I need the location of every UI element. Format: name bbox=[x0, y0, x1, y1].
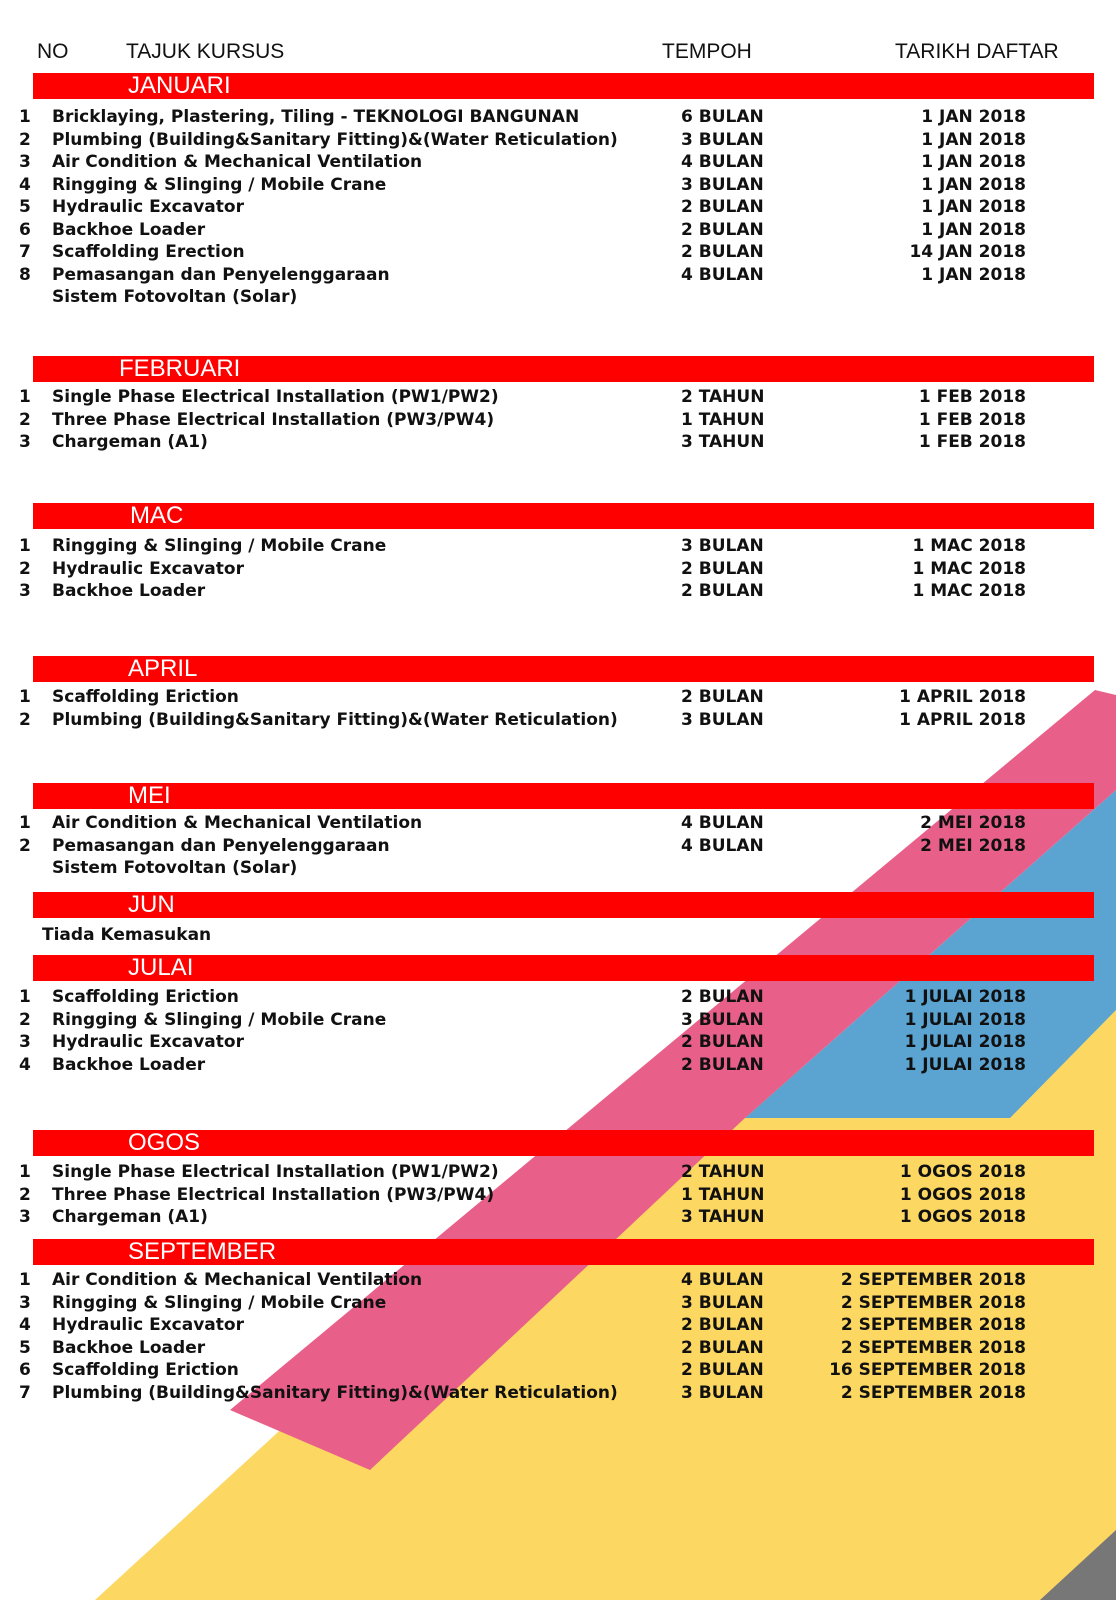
month-bar-ogos bbox=[33, 1130, 1094, 1156]
month-bar-julai bbox=[33, 955, 1094, 981]
month-label: SEPTEMBER bbox=[128, 1238, 277, 1265]
course-title: Hydraulic Excavator bbox=[52, 1315, 244, 1335]
course-title: Air Condition & Mechanical Ventilation bbox=[52, 1270, 423, 1290]
course-row bbox=[0, 1161, 1116, 1184]
course-number: 3 bbox=[19, 1292, 31, 1313]
course-title: Hydraulic Excavator bbox=[52, 1032, 244, 1052]
month-label: MAC bbox=[130, 502, 184, 529]
registration-date: 2 SEPTEMBER 2018 bbox=[840, 1315, 1026, 1335]
registration-date: 1 FEB 2018 bbox=[918, 387, 1026, 407]
registration-date: 1 JAN 2018 bbox=[921, 152, 1026, 172]
course-title: Ringging & Slinging / Mobile Crane bbox=[52, 1009, 387, 1030]
course-title: Air Condition & Mechanical Ventilation bbox=[52, 813, 423, 833]
course-duration: 1 TAHUN bbox=[681, 409, 765, 430]
course-number: 6 bbox=[19, 1360, 31, 1380]
registration-date: 1 JULAI 2018 bbox=[904, 987, 1026, 1007]
course-number: 1 bbox=[19, 107, 31, 127]
course-title: Backhoe Loader bbox=[52, 581, 206, 601]
month-bar-september bbox=[33, 1239, 1094, 1265]
course-row bbox=[0, 857, 1116, 880]
registration-date: 1 FEB 2018 bbox=[918, 409, 1026, 430]
course-number: 3 bbox=[19, 1207, 31, 1227]
course-row bbox=[0, 1054, 1116, 1077]
month-bar-februari bbox=[33, 356, 1094, 382]
registration-date: 1 OGOS 2018 bbox=[899, 1162, 1026, 1182]
registration-date: 2 MEI 2018 bbox=[920, 835, 1026, 856]
course-duration: 3 TAHUN bbox=[681, 432, 765, 452]
course-duration: 4 BULAN bbox=[681, 152, 764, 172]
course-duration: 3 BULAN bbox=[681, 536, 764, 556]
course-duration: 3 BULAN bbox=[681, 129, 764, 150]
course-number: 2 bbox=[19, 558, 31, 579]
course-row bbox=[0, 264, 1116, 287]
registration-date: 1 MAC 2018 bbox=[912, 536, 1026, 556]
course-title: Scaffolding Eriction bbox=[52, 687, 239, 707]
month-label: APRIL bbox=[128, 655, 198, 682]
course-title: Sistem Fotovoltan (Solar) bbox=[52, 287, 298, 307]
course-row bbox=[0, 1269, 1116, 1292]
course-duration: 3 BULAN bbox=[681, 174, 764, 195]
column-header-registration-date: TARIKH DAFTAR bbox=[895, 40, 1059, 63]
course-row bbox=[0, 431, 1116, 454]
course-duration: 2 BULAN bbox=[681, 219, 764, 240]
month-bar-mac bbox=[33, 503, 1094, 529]
course-number: 3 bbox=[19, 1032, 31, 1052]
course-number: 3 bbox=[19, 432, 31, 452]
course-duration: 2 TAHUN bbox=[681, 1162, 765, 1182]
month-label: JANUARI bbox=[128, 72, 231, 99]
registration-date: 1 APRIL 2018 bbox=[899, 687, 1026, 707]
course-number: 2 bbox=[19, 1009, 31, 1030]
course-title: Ringging & Slinging / Mobile Crane bbox=[52, 1292, 387, 1313]
course-title: Pemasangan dan Penyelenggaraan bbox=[52, 835, 390, 856]
course-row bbox=[0, 106, 1116, 129]
course-row bbox=[0, 174, 1116, 197]
course-duration: 2 TAHUN bbox=[681, 387, 765, 407]
registration-date: 1 OGOS 2018 bbox=[899, 1207, 1026, 1227]
course-title: Hydraulic Excavator bbox=[52, 197, 244, 217]
course-number: 5 bbox=[19, 197, 31, 217]
month-bar-april bbox=[33, 656, 1094, 682]
course-row bbox=[0, 558, 1116, 581]
course-title: Plumbing (Building&Sanitary Fitting)&(Water Reticulation) bbox=[52, 1382, 618, 1403]
registration-date: 1 JAN 2018 bbox=[921, 219, 1026, 240]
course-number: 2 bbox=[19, 409, 31, 430]
month-bar-januari bbox=[33, 73, 1094, 99]
course-row bbox=[0, 129, 1116, 152]
course-number: 1 bbox=[19, 387, 31, 407]
course-title: Ringging & Slinging / Mobile Crane bbox=[52, 174, 387, 195]
course-duration: 4 BULAN bbox=[681, 1270, 764, 1290]
course-number: 7 bbox=[19, 1382, 31, 1403]
course-duration: 6 BULAN bbox=[681, 107, 764, 127]
course-row bbox=[0, 535, 1116, 558]
course-duration: 1 TAHUN bbox=[681, 1184, 765, 1205]
course-title: Pemasangan dan Penyelenggaraan bbox=[52, 264, 390, 285]
course-title: Bricklaying, Plastering, Tiling - TEKNOLOGI BANGUNAN bbox=[52, 107, 580, 127]
course-number: 3 bbox=[19, 152, 31, 172]
course-duration: 3 BULAN bbox=[681, 1292, 764, 1313]
registration-date: 1 JULAI 2018 bbox=[904, 1009, 1026, 1030]
course-row bbox=[0, 1031, 1116, 1054]
course-title: Three Phase Electrical Installation (PW3/PW4) bbox=[52, 409, 495, 430]
course-row bbox=[0, 1337, 1116, 1360]
course-duration: 4 BULAN bbox=[681, 813, 764, 833]
course-number: 2 bbox=[19, 1184, 31, 1205]
course-row bbox=[0, 986, 1116, 1009]
course-number: 1 bbox=[19, 687, 31, 707]
registration-date: 2 SEPTEMBER 2018 bbox=[840, 1292, 1026, 1313]
column-header-course-title: TAJUK KURSUS bbox=[126, 40, 285, 63]
course-duration: 2 BULAN bbox=[681, 687, 764, 707]
course-duration: 2 BULAN bbox=[681, 581, 764, 601]
month-bar-mei bbox=[33, 783, 1094, 809]
registration-date: 16 SEPTEMBER 2018 bbox=[829, 1360, 1026, 1380]
course-number: 2 bbox=[19, 835, 31, 856]
course-number: 2 bbox=[19, 709, 31, 730]
course-title: Single Phase Electrical Installation (PW1/PW2) bbox=[52, 387, 499, 407]
course-number: 1 bbox=[19, 813, 31, 833]
course-title: Backhoe Loader bbox=[52, 1054, 206, 1075]
no-intake-note: Tiada Kemasukan bbox=[42, 925, 212, 945]
course-row bbox=[0, 219, 1116, 242]
registration-date: 1 OGOS 2018 bbox=[899, 1184, 1026, 1205]
course-duration: 2 BULAN bbox=[681, 558, 764, 579]
course-number: 4 bbox=[19, 1054, 31, 1075]
course-duration: 2 BULAN bbox=[681, 987, 764, 1007]
column-header-no: NO bbox=[37, 40, 69, 63]
course-duration: 2 BULAN bbox=[681, 1315, 764, 1335]
course-row bbox=[0, 1359, 1116, 1382]
course-number: 1 bbox=[19, 1162, 31, 1182]
registration-date: 2 SEPTEMBER 2018 bbox=[840, 1337, 1026, 1358]
course-row bbox=[0, 241, 1116, 264]
course-title: Hydraulic Excavator bbox=[52, 558, 244, 579]
course-number: 1 bbox=[19, 987, 31, 1007]
registration-date: 1 APRIL 2018 bbox=[899, 709, 1026, 730]
course-row bbox=[0, 1009, 1116, 1032]
course-row bbox=[0, 1206, 1116, 1229]
course-row bbox=[0, 386, 1116, 409]
month-bar-jun bbox=[33, 892, 1094, 918]
course-number: 5 bbox=[19, 1337, 31, 1358]
course-title: Air Condition & Mechanical Ventilation bbox=[52, 152, 423, 172]
course-number: 3 bbox=[19, 581, 31, 601]
course-number: 8 bbox=[19, 264, 31, 285]
course-row bbox=[0, 196, 1116, 219]
course-duration: 2 BULAN bbox=[681, 1032, 764, 1052]
course-duration: 3 BULAN bbox=[681, 709, 764, 730]
registration-date: 1 JAN 2018 bbox=[921, 197, 1026, 217]
course-number: 7 bbox=[19, 242, 31, 262]
course-title: Single Phase Electrical Installation (PW1/PW2) bbox=[52, 1162, 499, 1182]
course-title: Three Phase Electrical Installation (PW3/PW4) bbox=[52, 1184, 495, 1205]
registration-date: 1 JAN 2018 bbox=[921, 107, 1026, 127]
course-duration: 2 BULAN bbox=[681, 1337, 764, 1358]
course-row bbox=[0, 1184, 1116, 1207]
course-number: 6 bbox=[19, 219, 31, 240]
registration-date: 2 MEI 2018 bbox=[920, 813, 1026, 833]
course-duration: 4 BULAN bbox=[681, 835, 764, 856]
course-title: Scaffolding Erection bbox=[52, 242, 245, 262]
course-title: Scaffolding Eriction bbox=[52, 987, 239, 1007]
course-title: Chargeman (A1) bbox=[52, 432, 208, 452]
course-row bbox=[0, 812, 1116, 835]
course-number: 1 bbox=[19, 1270, 31, 1290]
course-duration: 3 BULAN bbox=[681, 1382, 764, 1403]
registration-date: 1 JAN 2018 bbox=[921, 264, 1026, 285]
month-label: OGOS bbox=[128, 1129, 201, 1156]
course-duration: 2 BULAN bbox=[681, 197, 764, 217]
month-label: JUN bbox=[128, 891, 175, 918]
course-duration: 4 BULAN bbox=[681, 264, 764, 285]
registration-date: 1 MAC 2018 bbox=[912, 558, 1026, 579]
course-row bbox=[0, 1382, 1116, 1405]
course-title: Plumbing (Building&Sanitary Fitting)&(Water Reticulation) bbox=[52, 129, 618, 150]
registration-date: 1 JULAI 2018 bbox=[904, 1054, 1026, 1075]
course-number: 1 bbox=[19, 536, 31, 556]
course-number: 2 bbox=[19, 129, 31, 150]
registration-date: 1 JAN 2018 bbox=[921, 129, 1026, 150]
course-row bbox=[0, 1314, 1116, 1337]
month-label: JULAI bbox=[128, 954, 194, 981]
registration-date: 1 MAC 2018 bbox=[912, 581, 1026, 601]
course-duration: 2 BULAN bbox=[681, 1360, 764, 1380]
course-row bbox=[0, 835, 1116, 858]
course-number: 4 bbox=[19, 174, 31, 195]
registration-date: 1 JULAI 2018 bbox=[904, 1032, 1026, 1052]
course-title: Ringging & Slinging / Mobile Crane bbox=[52, 536, 387, 556]
course-row bbox=[0, 709, 1116, 732]
course-row bbox=[0, 686, 1116, 709]
course-row bbox=[0, 580, 1116, 603]
course-duration: 2 BULAN bbox=[681, 1054, 764, 1075]
course-title: Sistem Fotovoltan (Solar) bbox=[52, 858, 298, 878]
course-row bbox=[0, 409, 1116, 432]
course-row bbox=[0, 286, 1116, 309]
course-title: Scaffolding Eriction bbox=[52, 1360, 239, 1380]
course-title: Backhoe Loader bbox=[52, 1337, 206, 1358]
course-row bbox=[0, 1292, 1116, 1315]
registration-date: 14 JAN 2018 bbox=[909, 242, 1026, 262]
month-label: FEBRUARI bbox=[119, 355, 241, 382]
course-number: 4 bbox=[19, 1315, 31, 1335]
registration-date: 2 SEPTEMBER 2018 bbox=[840, 1382, 1026, 1403]
course-title: Chargeman (A1) bbox=[52, 1207, 208, 1227]
course-title: Plumbing (Building&Sanitary Fitting)&(Water Reticulation) bbox=[52, 709, 618, 730]
course-row bbox=[0, 151, 1116, 174]
registration-date: 1 FEB 2018 bbox=[918, 432, 1026, 452]
course-duration: 3 TAHUN bbox=[681, 1207, 765, 1227]
course-title: Backhoe Loader bbox=[52, 219, 206, 240]
month-label: MEI bbox=[128, 782, 171, 809]
course-duration: 3 BULAN bbox=[681, 1009, 764, 1030]
registration-date: 2 SEPTEMBER 2018 bbox=[840, 1270, 1026, 1290]
column-header-duration: TEMPOH bbox=[662, 40, 752, 63]
registration-date: 1 JAN 2018 bbox=[921, 174, 1026, 195]
course-duration: 2 BULAN bbox=[681, 242, 764, 262]
